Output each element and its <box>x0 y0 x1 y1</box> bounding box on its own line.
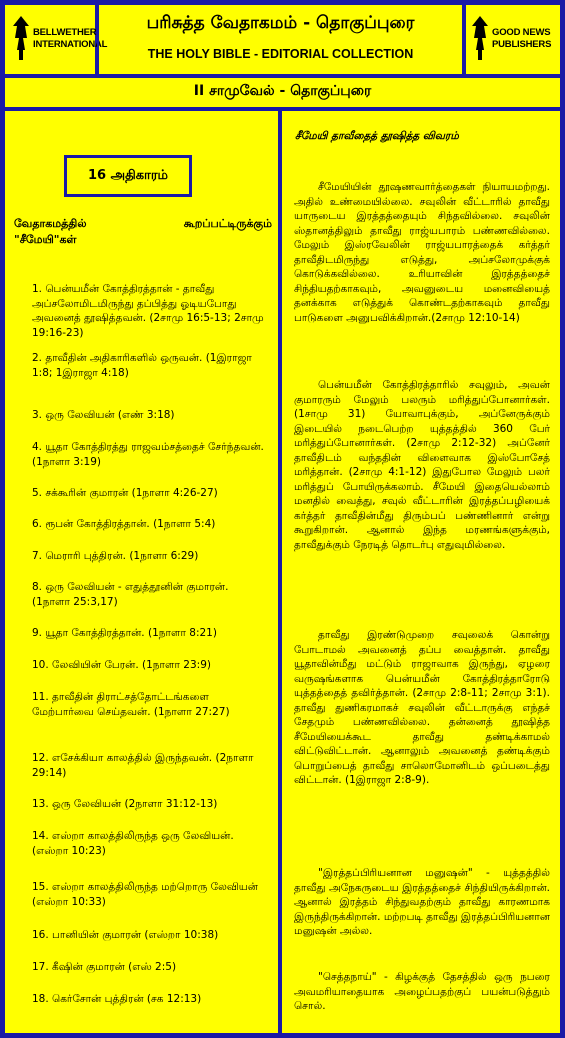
left-logo-text: BELLWETHER INTERNATIONAL <box>33 27 108 50</box>
right-heading: சீமேயி தாவீதைத் தூஷித்த விவரம் <box>295 130 459 142</box>
list-item: 6. ரூபன் கோத்திரத்தான். (1நாளா 5:4) <box>32 518 216 530</box>
title-english: THE HOLY BIBLE - EDITORIAL COLLECTION <box>147 47 414 61</box>
list-item: 16. பானியின் குமாரன் (எஸ்றா 10:38) <box>32 929 219 941</box>
list-item: 9. யூதா கோத்திரத்தான். (1நாளா 8:21) <box>32 627 217 639</box>
book-subtitle: II சாமுவேல் - தொகுப்புரை <box>193 83 372 99</box>
good-news-logo <box>472 16 552 62</box>
list-item: 13. ஒரு லேவியன் (2நாளா 31:12-13) <box>32 798 218 810</box>
list-item: 1. பென்யமீன் கோத்திரத்தான் - தாவீது அப்சலோமிடமிருந்து தப்பித்து ஓடியபோது அவனைத் தூஷித்தவன். (2சாமு 16:5-13; 2சாமு 19:16-23) <box>32 283 264 339</box>
list-item: 8. ஒரு லேவியன் - எதுத்தூனின் குமாரன். (1நாளா 25:3,17) <box>32 581 229 608</box>
paragraph: பென்யமீன் கோத்திரத்தாரில் சவுலும், அவன் குமாரரும் மேலும் பலரும் மரித்துப்போனார்கள். (1சாமு 31) யோவாபுக்கும், அப்னேருக்கும் இடையில் நடைபெற்ற யுத்தத்தில் 360 பேர் மரித்துப்போனார்கள். (2சாமு 2:12-32) அப்னேர் தாவீதிடம் வந்ததின் விளைவாக இஸ்போசேத் மரித்தான். (2சாமு 4:1-12) இதுபோல மேலும் பலர் மரித்துப் போயிருக்கலாம். சீமேயி இதையெல்லாம் மனதில் வைத்து, சவுல் வீட்டாரின் இரத்தப்பழியைக் கர்த்தர் தாவீதின்மீது திரும்பப் பண்ணினார் என்று கூறுகிறான். ஆனால் இந்த மரணங்களுக்கும், தாவீதுக்கும் நேரடித் தொடர்பு எதுவுமில்லை. <box>294 379 550 551</box>
list-item: 11. தாவீதின் திராட்சத்தோட்டங்களை மேற்பார்வை செய்தவன். (1நாளா 27:27) <box>32 691 230 718</box>
list-item: 10. லேவியின் பேரன். (1நாளா 23:9) <box>32 659 211 671</box>
lamp-icon <box>472 16 488 62</box>
right-logo-box <box>464 3 562 76</box>
list-item: 14. எஸ்றா காலத்திலிருந்த ஒரு லேவியன். (எஸ்றா 10:23) <box>32 830 234 857</box>
title-box <box>97 3 464 76</box>
list-item: 12. எசேக்கியா காலத்தில் இருந்தவன். (2நாளா 29:14) <box>32 752 254 779</box>
left-heading-line1: வேதாகமத்தில் கூறப்பட்டிருக்கும் <box>14 217 272 230</box>
paragraph: தாவீது இரண்டுமுறை சவுலைக் கொன்று போடாமல் அவனைத் தப்ப வைத்தான். தாவீது யூதாவின்மீது மட்டும் ராஜாவாக இருந்து, ஏழரை வருஷங்களாக பென்யமீன் கோத்திரத்தாரோடு யுத்தத்தைத் தவிர்த்தான். (2சாமு 2:8-11; 2சாமு 3:1). தாவீது துணிகரமாகச் சவுலின் வீட்டாருக்கு எந்தச் சேதமும் பண்ணவில்லை. தன்னைத் தூஷித்த சீமேயியைக்கூட தாவீது தண்டிக்காமல் விட்டுவிட்டான். ஆனாலும் அவனைத் தண்டிக்கும் பொறுப்பைத் தாவீது சாலொமோனிடம் ஒப்படைத்து விட்டான். (1இராஜா 2:8-9). <box>294 629 550 786</box>
list-item: 5. சக்கூரின் குமாரன் (1நாளா 4:26-27) <box>32 487 218 499</box>
bellwether-logo <box>13 16 108 62</box>
list-item: 3. ஒரு லேவியன் (எண் 3:18) <box>32 409 175 421</box>
left-heading-line2: "சீமேயி"கள் <box>14 233 77 246</box>
paragraph: சீமேயியின் தூஷணவார்த்தைகள் நியாயமற்றது. அதில் உண்மையில்லை. சவுலின் வீட்டாரில் தாவீது யாருடைய இரத்தத்தையும் சிந்தவில்லை. சவுலின் ஸ்தானத்திலும் தாவீது ராஜ்யபாரம் பண்ணவில்லை. மேலும் இஸ்ரவேலின் ராஜ்யபாரத்தைக் கர்த்தர் தாவீதிடமிருந்து எடுத்து, அப்சலோமுக்குக் கொடுக்கவில்லை. உரியாவின் இரத்தத்தைச் சிந்தியதற்காகவும், அவனுடைய மனைவியைத் தனக்காக எடுத்துக் கொண்டதற்காகவும் தாவீது பாடுகளை அனுபவிக்கிறான்.(2சாமு 12:10-14) <box>294 181 550 324</box>
paragraph: "இரத்தப்பிரியனான மனுஷன்" - யுத்தத்தில் தாவீது அநேகருடைய இரத்தத்தைச் சிந்தியிருக்கிறான். ஆனால் இரத்தம் சிந்துவதற்கும் தாவீது காரணமாக இருந்திருக்கிறான். மற்றபடி தாவீது இரத்தப்பிரியனான மனுஷன் அல்ல. <box>294 867 551 937</box>
list-item: 7. மெராரி புத்திரன். (1நாளா 6:29) <box>32 550 199 562</box>
left-logo-box <box>3 3 108 76</box>
list-item: 15. எஸ்றா காலத்திலிருந்த மற்றொரு லேவியன் (எஸ்றா 10:33) <box>32 881 258 908</box>
right-logo-text: GOOD NEWS PUBLISHERS <box>492 27 552 50</box>
title-tamil: பரிசுத்த வேதாகமம் - தொகுப்புரை <box>146 13 415 33</box>
chapter-label: 16 அதிகாரம் <box>64 155 192 197</box>
list-item: 17. கீஷின் குமாரன் (எஸ் 2:5) <box>32 961 177 973</box>
list-item: 18. கெர்சோன் புத்திரன் (சக 12:13) <box>32 993 202 1005</box>
subtitle-box <box>3 76 562 109</box>
list-item: 2. தாவீதின் அதிகாரிகளில் ஒருவன். (1இராஜா 1:8; 1இராஜா 4:18) <box>32 352 252 379</box>
bellwether-icon <box>13 16 29 62</box>
list-item: 4. யூதா கோத்திரத்து ராஜவம்சத்தைச் சேர்ந்தவன். (1நாளா 3:19) <box>32 441 264 468</box>
paragraph: "செத்தநாய்" - கிழக்குத் தேசத்தில் ஒரு நபரை அவமரியாதையாக அழைப்பதற்குப் பயன்படுத்தும் சொல். <box>294 971 550 1012</box>
